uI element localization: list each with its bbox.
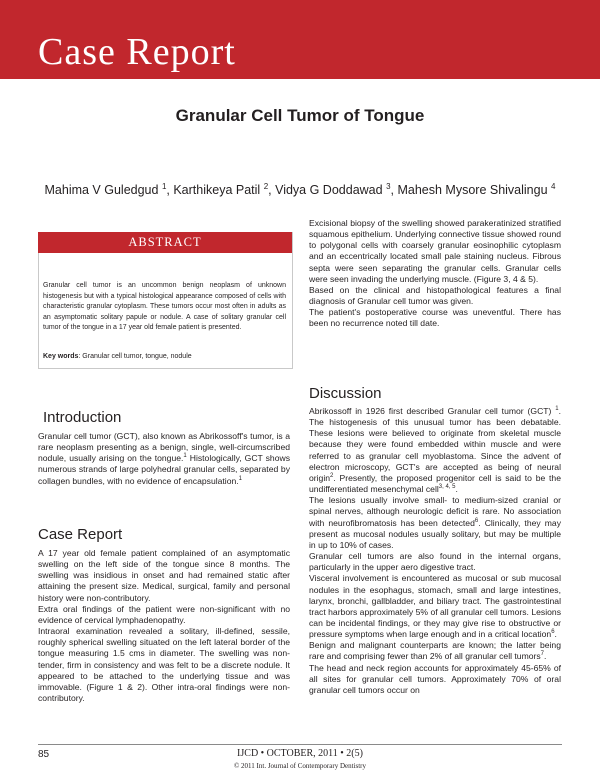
discussion-paragraph — [309, 406, 561, 495]
discussion-text: Abrikossoff in 1926 first described Granular cell tumor (GCT) — [309, 406, 556, 416]
intro-text: Histologically, GCT shows numerous strands of large polyhedral granular cells, separated by collagen bundles, with no evidence of encapsulation. — [38, 453, 290, 486]
citation: 1 — [238, 475, 243, 482]
discussion-text: . Presently, the proposed progenitor cell is said to be the undifferentiated mesenchymal cell — [309, 472, 561, 495]
keywords-value: : Granular cell tumor, tongue, nodule — [78, 353, 192, 360]
intro-body — [38, 431, 290, 487]
citation: 2 — [330, 473, 334, 480]
intro-paragraph — [38, 431, 290, 487]
article-title: Granular Cell Tumor of Tongue — [175, 106, 425, 125]
citation: 1 — [555, 406, 559, 413]
discussion-text: . — [554, 629, 557, 640]
citation: 6 — [551, 629, 555, 636]
case-paragraph: A 17 year old female patient complained of an asymptomatic swelling on the left side of the tongue since 8 months. The swelling was insidious in onset and had remained static after attaining the present size. Medical, surgical, family and personal history were non-contributory. — [38, 548, 290, 603]
discussion-text: . The histogenesis of this unusual tumor has been debatable. These lesions were believed to originate from skeletal muscle because they were found embedded within muscle and were referred to as granular cell myoblastoma. Since the advent of electron microscopy, GCT's are accepted as being of neural origin — [309, 406, 561, 483]
section-label: Case Report — [38, 31, 236, 73]
citation: 7 — [540, 651, 545, 658]
copyright: © 2011 Int. Journal of Contemporary Dentistry — [233, 762, 366, 770]
citation: 1 — [183, 453, 187, 460]
journal-info: IJCD • OCTOBER, 2011 • 2(5) — [237, 748, 363, 759]
page-number: 85 — [38, 749, 50, 760]
author-affiliation: 2 — [263, 182, 269, 191]
author-affiliation: 4 — [551, 182, 556, 191]
discussion-paragraph — [309, 640, 561, 662]
case-paragraph: Extra oral findings of the patient were non-significant with no evidence of cervical lymphadenopathy. — [38, 603, 290, 625]
case-heading: Case Report — [38, 526, 123, 543]
author-name: Karthikeya Patil — [173, 183, 261, 198]
discussion-paragraph: Granular cell tumors are also found in the internal organs, particularly in the upper aero digestive tract. — [309, 551, 561, 573]
abstract-text: Granular cell tumor is an uncommon benign neoplasm of unknown histogenesis but with a typical histological appearance composed of cells with characteristic granular cytoplasm. These tumors occur most often in adults as an asymptomatic solitary papule or nodule. A case of solitary granular cell tumor of the tongue in a 17 year old female patient is presented. — [43, 282, 286, 332]
case-paragraph: Intraoral examination revealed a solitary, ill-defined, sessile, roughly spherical swelling situated on the left lateral border of the tongue measuring 1.5 cms in diameter. The swelling was non-tender, firm in consistency and was felt to be a discrete nodule. It appeared to be attached to the underlying tissue and was immovable. (Figure 1 & 2). Other intra-oral findings were non-contributory. — [38, 626, 290, 704]
discussion-paragraph — [309, 573, 561, 640]
discussion-text: Visceral involvement is encountered as mucosal or sub mucosal nodules in the esophagus, stomach, small and large intestines, larynx, bronchi, gallbladder, and biliary tract. The gastrointestinal tract harbors approximately 5% of all granular cell tumors. Lesions can be incidental findings, or they may give rise to obstructive or pressure symptoms when large enough and in a critical location — [309, 573, 561, 640]
case-body — [38, 548, 290, 704]
keywords-label: Key words — [43, 353, 79, 360]
author-name: Mahima V Guledgud — [44, 183, 159, 198]
discussion-paragraph: The head and neck region accounts for approximately 45-65% of all sites for granular cell tumors. Approximately 70% of oral granular cell tumors occur on — [309, 662, 561, 695]
author-affiliation: 1 — [161, 182, 167, 191]
author-separator: , — [166, 183, 174, 198]
author-separator: , — [390, 183, 398, 198]
discussion-text: The lesions usually involve small- to medium-sized cranial or spinal nerves, although neurologic deficit is rare. No association with neurofibromatosis has been detected — [309, 495, 561, 528]
discussion-text: . — [455, 484, 458, 495]
author-name: Vidya G Doddawad — [275, 183, 383, 198]
case-paragraph: Based on the clinical and histopathological features a final diagnosis of Granular cell tumor was given. — [309, 284, 561, 307]
intro-heading: Introduction — [43, 409, 122, 426]
citation: 6 — [474, 517, 479, 524]
case-paragraph: Excisional biopsy of the swelling showed parakeratinized stratified squamous epithelium. Underlying connective tissue showed round to polygonal cells with coarsely granular eosinophilic cytoplasm and an eccentrically located small pale staining nucleus. Fibrous septa were seen separating the granular cells. Granular cells were seen invading the underlying muscle. (Figure 3, 4 & 5). — [309, 218, 561, 284]
discussion-text: Benign and malignant counterparts are known; the latter being rare and comprising fewer than 2% of all granular cell tumors — [309, 640, 561, 662]
abstract-keywords — [43, 352, 286, 362]
discussion-paragraph — [309, 495, 561, 551]
discussion-text: . — [544, 651, 547, 662]
case-paragraph: The patient's postoperative course was uneventful. There has been no recurrence noted till date. — [309, 307, 561, 329]
author-separator: , — [268, 183, 276, 198]
author-affiliation: 3 — [386, 182, 391, 191]
abstract-heading: ABSTRACT — [38, 232, 292, 253]
intro-text: Granular cell tumor (GCT), also known as Abrikossoff's tumor, is a rare neoplasm presenting as a benign, single, well-circumscribed nodule, usually arising on the tongue. — [38, 431, 290, 464]
citation: 3, 4, 5 — [438, 484, 456, 491]
discussion-text: . Clinically, they may present as mucosal nodules usually solitary, but may be multiple in up to 10% of cases. — [309, 517, 561, 550]
discussion-body — [309, 406, 561, 696]
author-list — [0, 179, 600, 198]
case-body-continued — [309, 218, 561, 330]
author-name: Mahesh Mysore Shivalingu — [397, 183, 548, 198]
discussion-heading: Discussion — [309, 385, 382, 402]
footer-divider — [38, 744, 562, 745]
